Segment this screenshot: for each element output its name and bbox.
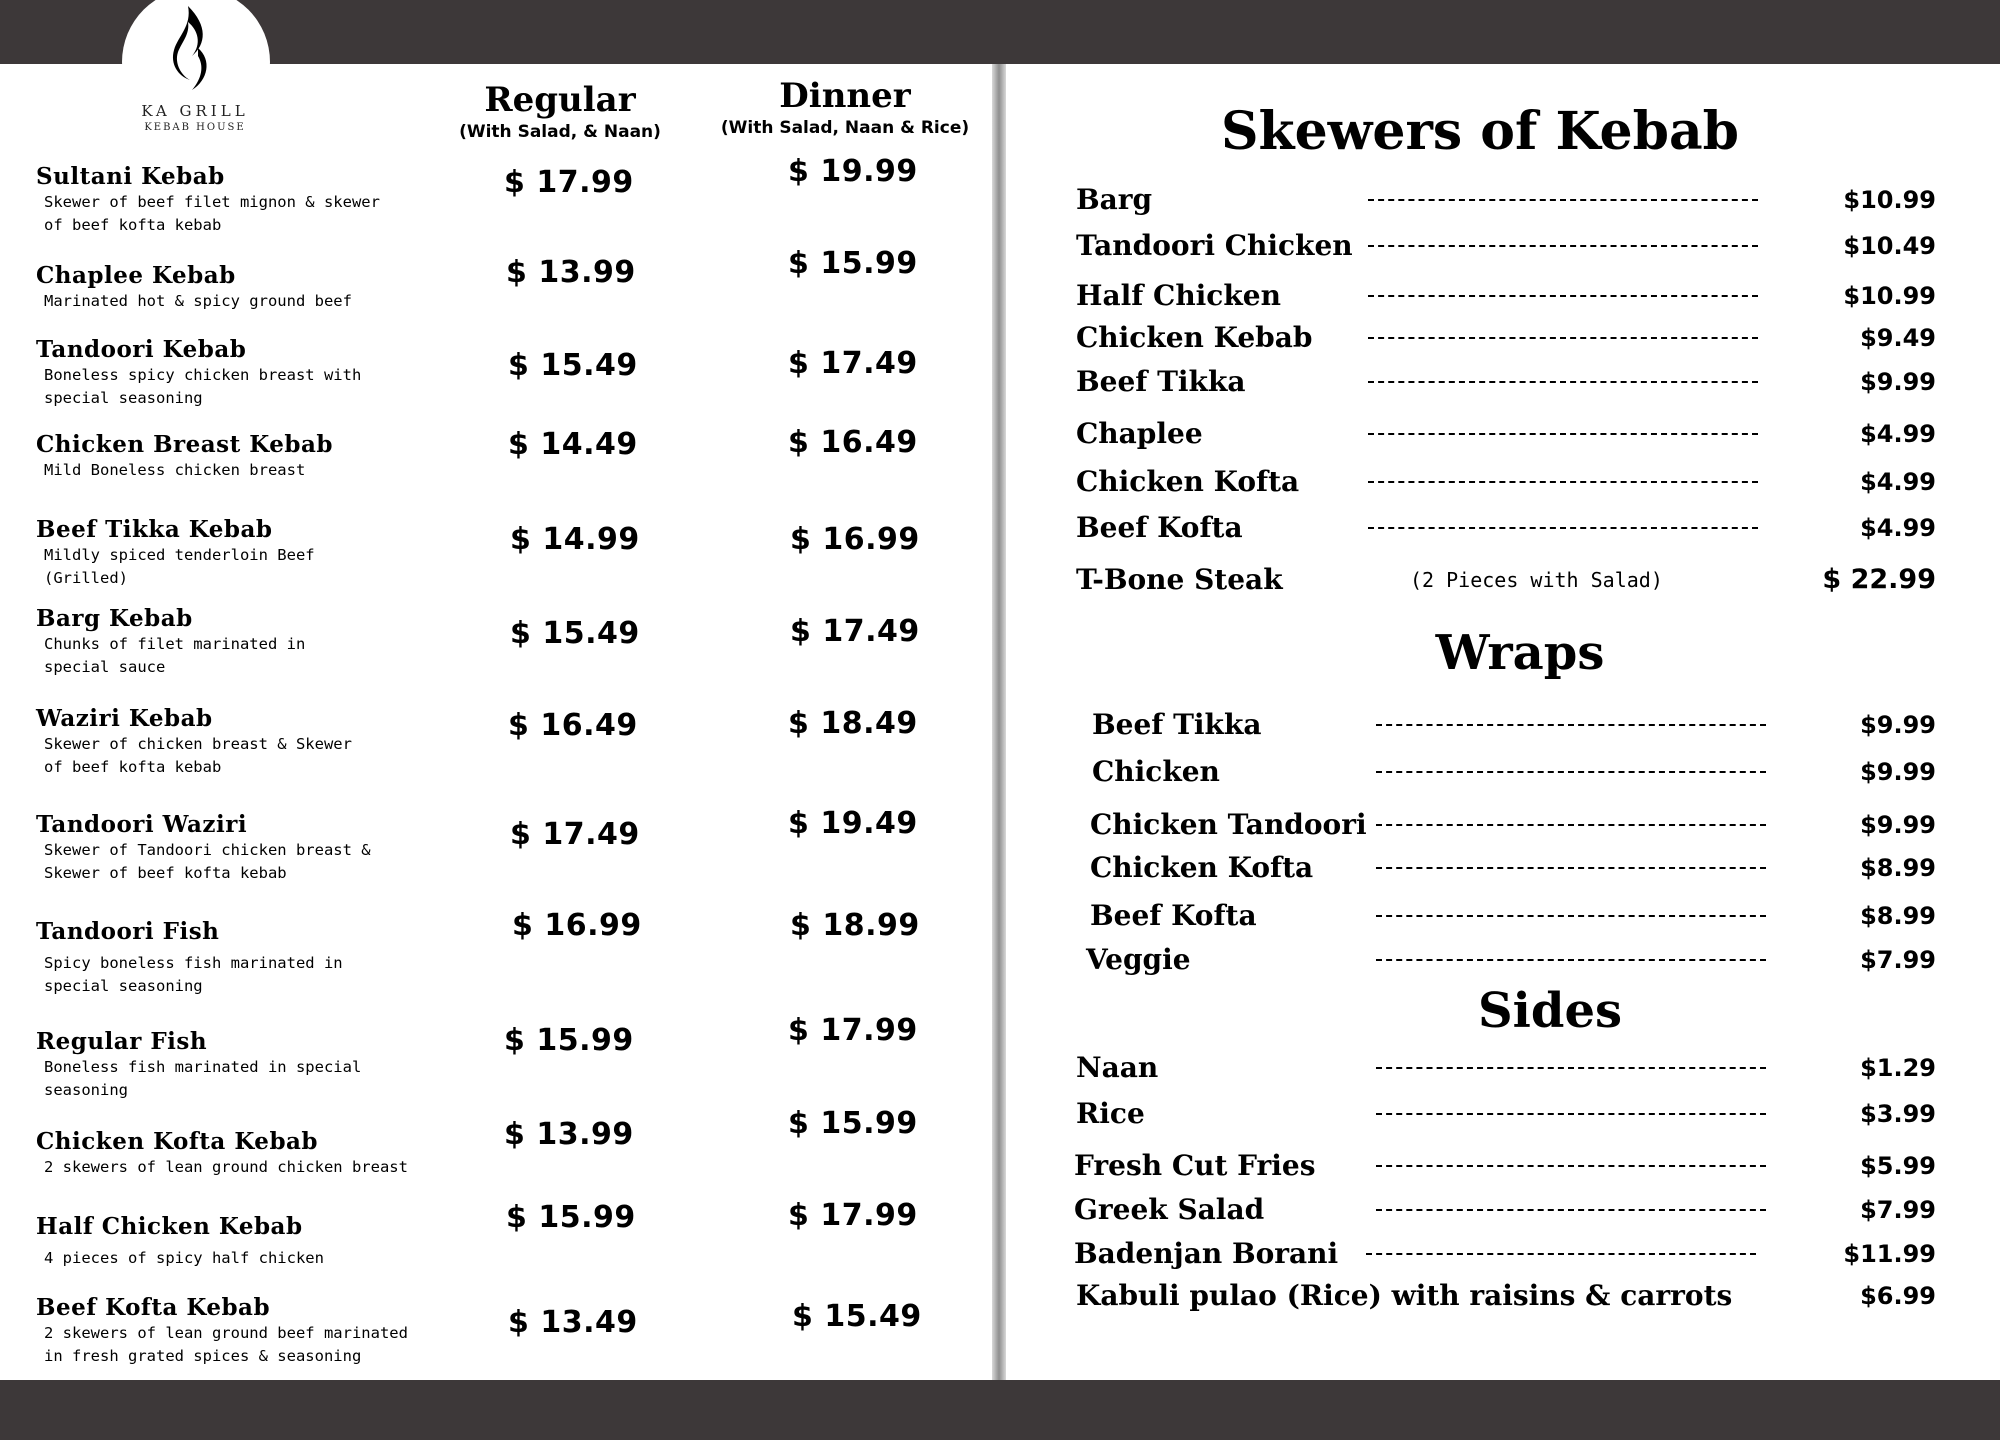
- dinner-price: $ 17.99: [788, 1013, 918, 1048]
- item-name: Chicken Kebab: [1076, 321, 1313, 354]
- wraps-title: Wraps: [1435, 625, 1605, 681]
- dotted-leader: [1376, 1113, 1766, 1115]
- regular-price: $ 14.99: [510, 522, 640, 557]
- wrap-item: [1076, 940, 1936, 980]
- dotted-leader: [1368, 527, 1758, 529]
- menu-item: [36, 163, 516, 237]
- item-name: Barg Kebab: [36, 605, 193, 632]
- regular-price: $ 13.99: [504, 1117, 634, 1152]
- menu-item: [36, 605, 516, 679]
- item-description: Skewer of beef filet mignon & skewer of beef kofta kebab: [44, 193, 380, 234]
- item-name: Chicken: [1092, 755, 1220, 788]
- dinner-price: $ 15.99: [788, 1106, 918, 1141]
- regular-price: $ 15.99: [506, 1200, 636, 1235]
- dotted-leader: [1366, 1253, 1756, 1255]
- logo-name: KA GRILL: [141, 102, 249, 120]
- regular-price: $ 13.49: [508, 1305, 638, 1340]
- item-name: Naan: [1076, 1051, 1159, 1084]
- item-name: Chicken Kofta Kebab: [36, 1128, 319, 1155]
- item-name: Veggie: [1086, 943, 1191, 976]
- item-name: Regular Fish: [36, 1028, 208, 1055]
- item-price: $10.99: [1843, 186, 1936, 214]
- dinner-price: $ 19.99: [788, 154, 918, 189]
- item-name: Half Chicken: [1076, 279, 1281, 312]
- regular-price: $ 16.49: [508, 708, 638, 743]
- regular-price: $ 13.99: [506, 255, 636, 290]
- menu-item: [36, 262, 516, 313]
- item-description: Spicy boneless fish marinated in special seasoning: [44, 954, 343, 995]
- skewer-item: [1076, 414, 1936, 454]
- dotted-leader: [1368, 337, 1758, 339]
- item-name: Beef Kofta: [1090, 899, 1257, 932]
- wrap-item: [1076, 805, 1936, 845]
- regular-price: $ 15.49: [508, 348, 638, 383]
- wrap-item: [1076, 896, 1936, 936]
- skewers-title: Skewers of Kebab: [1221, 101, 1739, 162]
- menu-item: [36, 336, 516, 410]
- item-description: 4 pieces of spicy half chicken: [44, 1249, 324, 1267]
- side-item: [1076, 1234, 1936, 1274]
- steak-item: [1076, 560, 1936, 600]
- menu-item: [36, 918, 516, 998]
- item-name: Beef Tikka: [1076, 365, 1246, 398]
- item-price: $10.49: [1843, 232, 1936, 260]
- skewer-item: [1076, 362, 1936, 402]
- regular-price: $ 15.99: [504, 1023, 634, 1058]
- dinner-price: $ 16.49: [788, 425, 918, 460]
- menu-item: [36, 1028, 516, 1102]
- item-name: Tandoori Chicken: [1076, 229, 1353, 262]
- regular-price: $ 17.99: [504, 165, 634, 200]
- item-description: Skewer of chicken breast & Skewer of beef kofta kebab: [44, 735, 352, 776]
- dotted-leader: [1368, 433, 1758, 435]
- dinner-price: $ 17.49: [790, 614, 920, 649]
- side-item: [1076, 1146, 1936, 1186]
- dinner-price: $ 15.49: [792, 1299, 922, 1334]
- top-border: [0, 0, 2000, 64]
- menu-item: [36, 811, 516, 885]
- wrap-item: [1076, 705, 1936, 745]
- item-name: Chaplee Kebab: [36, 262, 236, 289]
- side-item: [1076, 1094, 1936, 1134]
- menu-item: [36, 1213, 516, 1270]
- page-gutter: [992, 64, 1006, 1380]
- item-description: Boneless fish marinated in special seasoning: [44, 1058, 362, 1099]
- dotted-leader: [1376, 1165, 1766, 1167]
- dinner-price: $ 17.99: [788, 1198, 918, 1233]
- dinner-column-header: [700, 76, 990, 140]
- dotted-leader: [1376, 1209, 1766, 1211]
- item-name: Waziri Kebab: [36, 705, 213, 732]
- item-price: $5.99: [1860, 1152, 1936, 1180]
- dotted-leader: [1368, 245, 1758, 247]
- item-price: $9.99: [1860, 811, 1936, 839]
- dotted-leader: [1368, 295, 1758, 297]
- dotted-leader: [1376, 1067, 1766, 1069]
- regular-price: $ 16.99: [512, 908, 642, 943]
- item-price: $7.99: [1860, 946, 1936, 974]
- item-price: $9.99: [1860, 711, 1936, 739]
- item-description: Marinated hot & spicy ground beef: [44, 292, 352, 310]
- dotted-leader: [1368, 381, 1758, 383]
- dotted-leader: [1376, 824, 1766, 826]
- item-name: T-Bone Steak: [1076, 563, 1283, 596]
- skewer-item: [1076, 226, 1936, 266]
- item-price: $ 22.99: [1822, 564, 1936, 595]
- regular-title: Regular: [484, 80, 636, 120]
- dotted-leader: [1368, 199, 1758, 201]
- dotted-leader: [1376, 915, 1766, 917]
- item-price: $8.99: [1860, 902, 1936, 930]
- item-description: Skewer of Tandoori chicken breast & Skewer of beef kofta kebab: [44, 841, 371, 882]
- item-name: Beef Tikka: [1092, 708, 1262, 741]
- item-name: Beef Kofta Kebab: [36, 1294, 271, 1321]
- skewer-item: [1076, 276, 1936, 316]
- item-name: Rice: [1076, 1097, 1145, 1130]
- regular-price: $ 14.49: [508, 427, 638, 462]
- item-name: Fresh Cut Fries: [1074, 1149, 1316, 1182]
- item-description: 2 skewers of lean ground chicken breast: [44, 1158, 408, 1176]
- wrap-item: [1076, 752, 1936, 792]
- item-name: Sultani Kebab: [36, 163, 225, 190]
- item-price: $10.99: [1843, 282, 1936, 310]
- dinner-price: $ 19.49: [788, 806, 918, 841]
- dinner-price: $ 15.99: [788, 246, 918, 281]
- item-name: Chicken Breast Kebab: [36, 431, 333, 458]
- menu-item: [36, 1128, 516, 1179]
- item-name: Greek Salad: [1074, 1193, 1265, 1226]
- menu-item: [36, 1294, 516, 1368]
- item-description: Mildly spiced tenderloin Beef (Grilled): [44, 546, 315, 587]
- item-name: Barg: [1076, 183, 1153, 216]
- regular-subtitle: (With Salad, & Naan): [459, 122, 661, 142]
- bottom-border: [0, 1380, 2000, 1440]
- item-name: Beef Kofta: [1076, 511, 1243, 544]
- dinner-price: $ 18.99: [790, 908, 920, 943]
- dinner-price: $ 17.49: [788, 346, 918, 381]
- item-note: (2 Pieces with Salad): [1410, 568, 1663, 592]
- item-price: $8.99: [1860, 854, 1936, 882]
- dotted-leader: [1376, 724, 1766, 726]
- item-price: $9.99: [1860, 368, 1936, 396]
- item-name: Chicken Kofta: [1090, 851, 1314, 884]
- regular-price: $ 17.49: [510, 817, 640, 852]
- item-name: Chicken Kofta: [1076, 465, 1300, 498]
- dotted-leader: [1368, 481, 1758, 483]
- item-price: $9.49: [1860, 324, 1936, 352]
- item-description: Mild Boneless chicken breast: [44, 461, 306, 479]
- item-price: $6.99: [1860, 1282, 1936, 1310]
- item-price: $4.99: [1860, 420, 1936, 448]
- item-name: Kabuli pulao (Rice) with raisins & carrots: [1076, 1279, 1733, 1312]
- item-price: $11.99: [1843, 1240, 1936, 1268]
- dinner-price: $ 18.49: [788, 706, 918, 741]
- dotted-leader: [1376, 771, 1766, 773]
- logo-subtitle: KEBAB HOUSE: [144, 122, 246, 133]
- item-description: Chunks of filet marinated in special sauce: [44, 635, 306, 676]
- item-name: Chicken Tandoori: [1090, 808, 1367, 841]
- item-price: $3.99: [1860, 1100, 1936, 1128]
- item-price: $4.99: [1860, 468, 1936, 496]
- skewer-item: [1076, 318, 1936, 358]
- item-price: $1.29: [1860, 1054, 1936, 1082]
- item-description: Boneless spicy chicken breast with special seasoning: [44, 366, 362, 407]
- sides-title: Sides: [1477, 983, 1623, 1039]
- item-name: Badenjan Borani: [1074, 1237, 1339, 1270]
- skewer-item: [1076, 462, 1936, 502]
- item-name: Half Chicken Kebab: [36, 1213, 303, 1240]
- item-name: Chaplee: [1076, 417, 1203, 450]
- side-item: [1076, 1276, 1936, 1316]
- skewer-item: [1076, 508, 1936, 548]
- regular-price: $ 15.49: [510, 616, 640, 651]
- item-price: $4.99: [1860, 514, 1936, 542]
- side-item: [1076, 1190, 1936, 1230]
- dinner-title: Dinner: [779, 76, 911, 116]
- item-price: $7.99: [1860, 1196, 1936, 1224]
- item-name: Tandoori Kebab: [36, 336, 247, 363]
- dinner-price: $ 16.99: [790, 522, 920, 557]
- regular-column-header: [450, 80, 670, 144]
- item-name: Tandoori Waziri: [36, 811, 248, 838]
- skewer-item: [1076, 180, 1936, 220]
- dinner-subtitle: (With Salad, Naan & Rice): [720, 118, 970, 138]
- item-description: 2 skewers of lean ground beef marinated in fresh grated spices & seasoning: [44, 1324, 408, 1365]
- item-price: $9.99: [1860, 758, 1936, 786]
- menu-item: [36, 705, 516, 779]
- side-item: [1076, 1048, 1936, 1088]
- item-name: Tandoori Fish: [36, 918, 220, 945]
- wrap-item: [1076, 848, 1936, 888]
- flame-icon: [168, 4, 216, 92]
- dotted-leader: [1376, 959, 1766, 961]
- dotted-leader: [1376, 867, 1766, 869]
- menu-item: [36, 516, 516, 590]
- menu-item: [36, 431, 516, 482]
- item-name: Beef Tikka Kebab: [36, 516, 273, 543]
